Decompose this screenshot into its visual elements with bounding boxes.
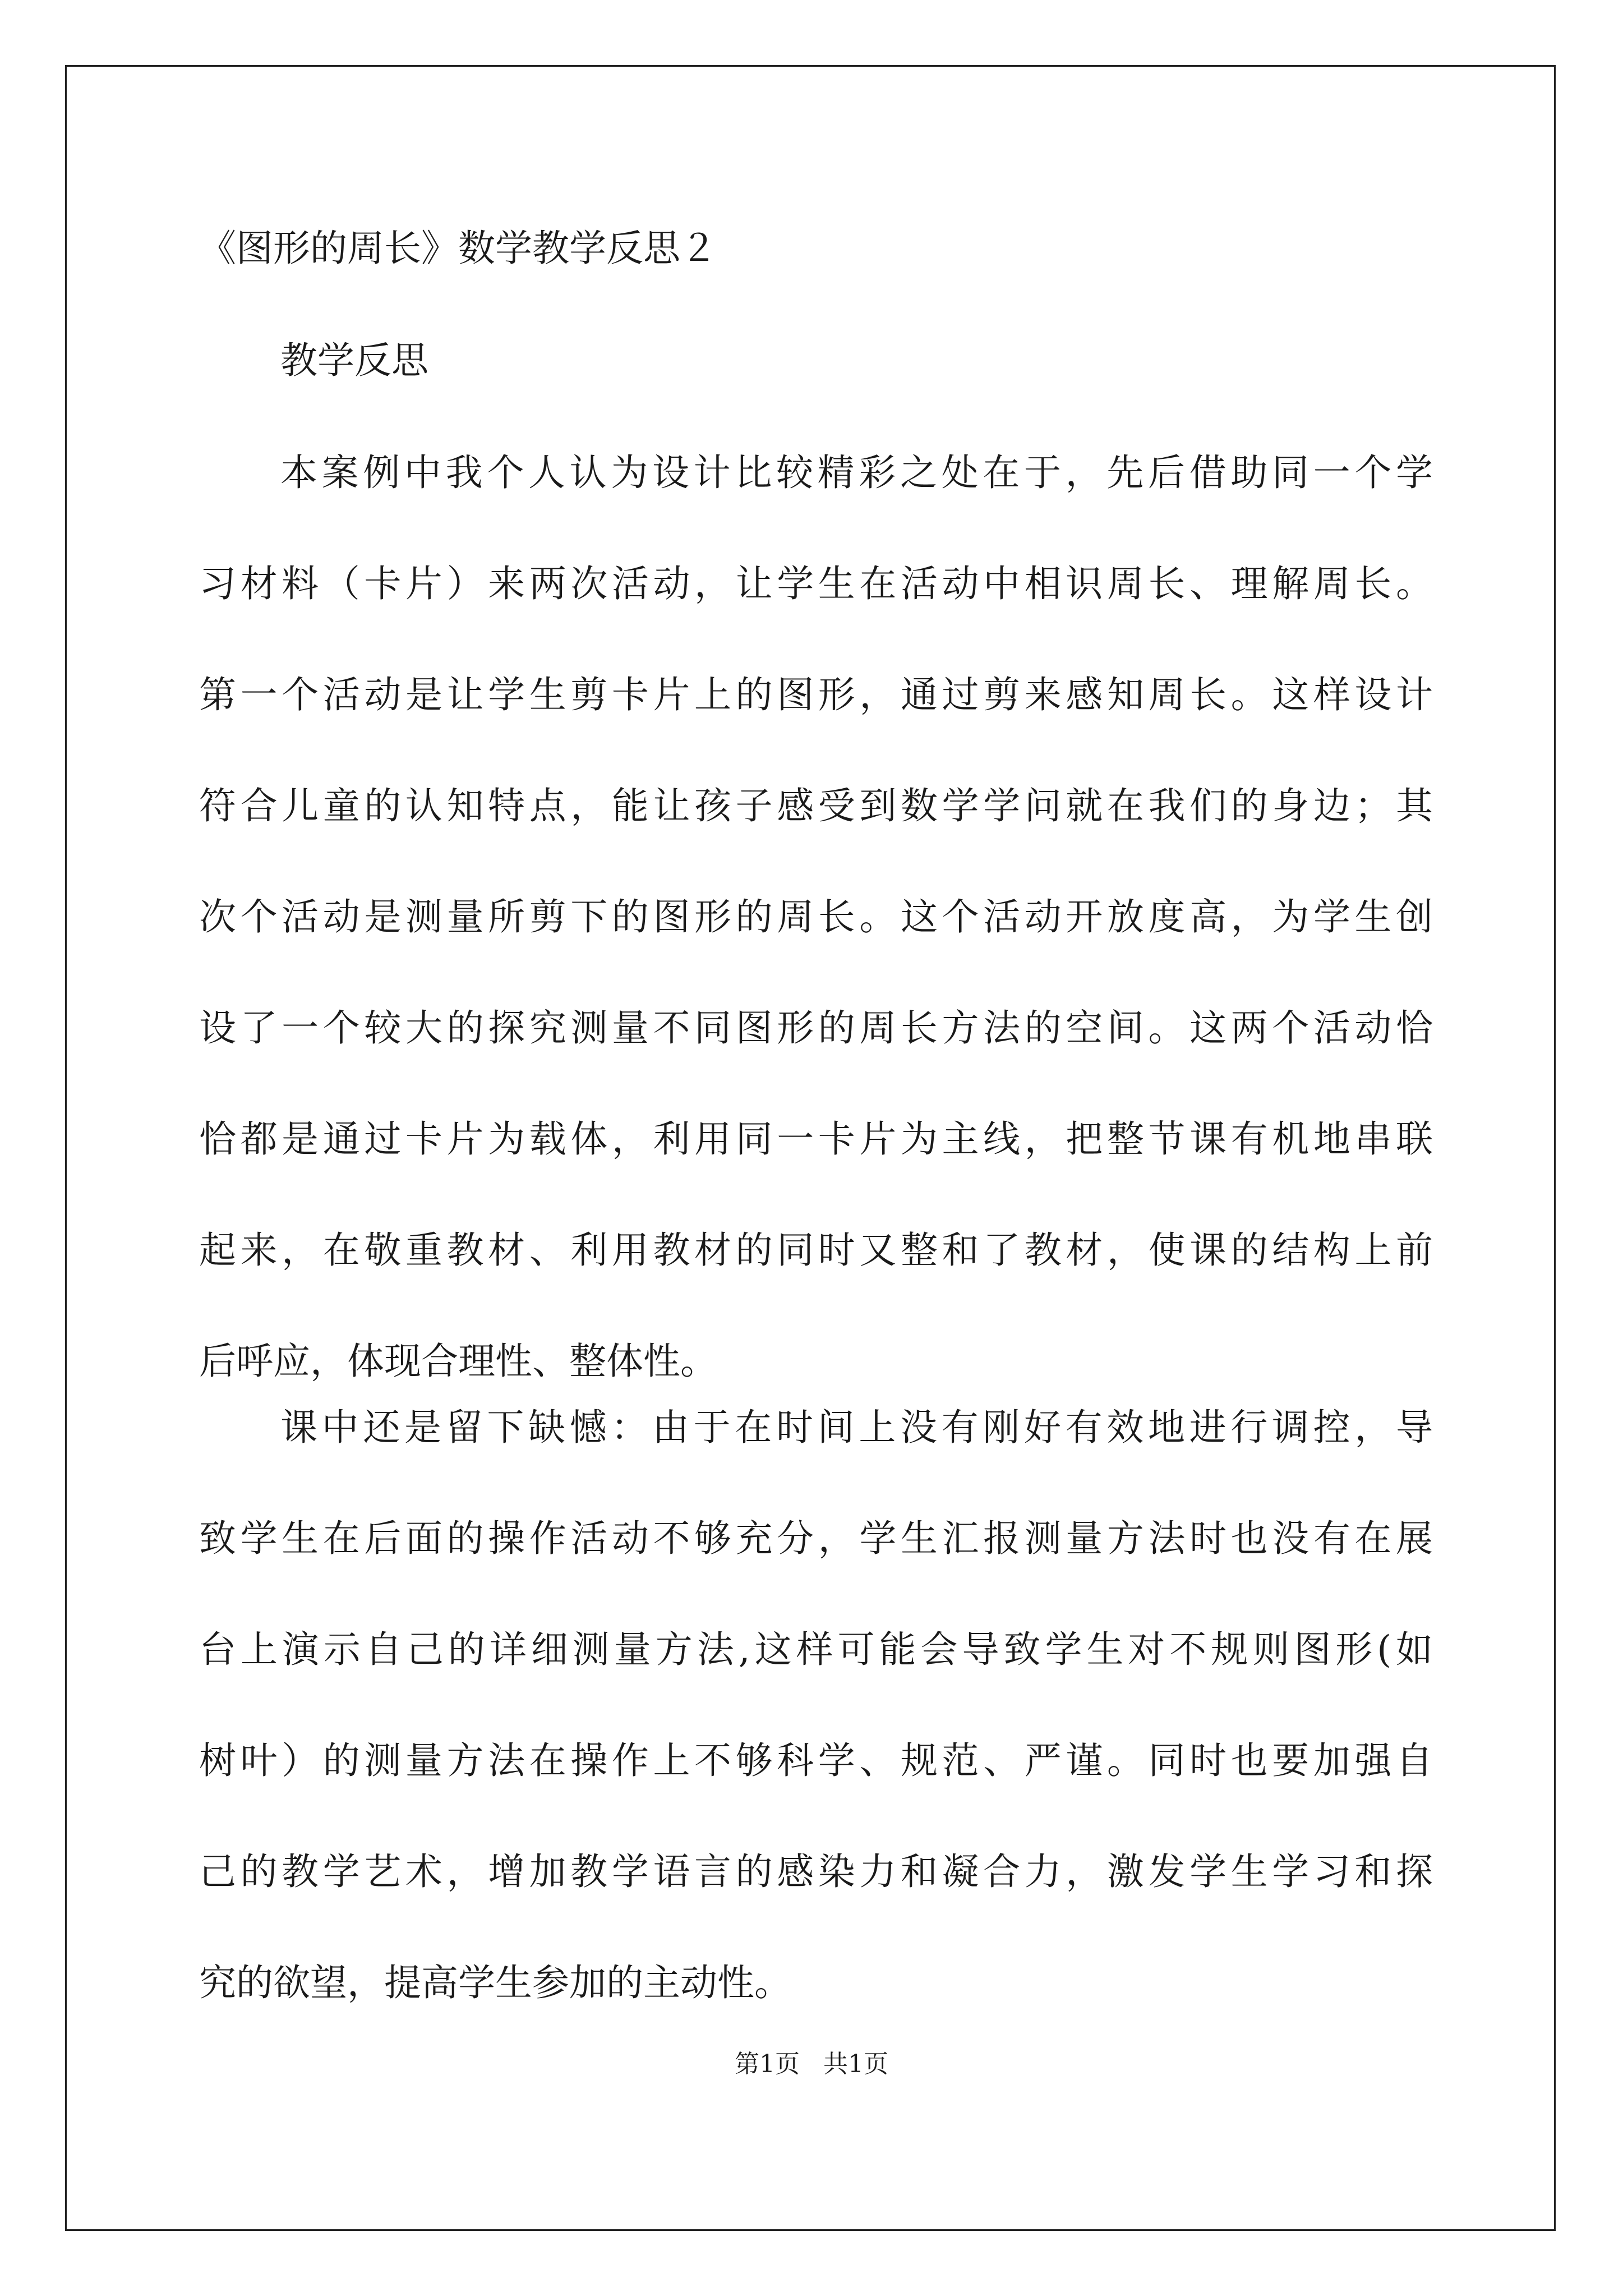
section-heading: 教学反思 (280, 339, 428, 382)
paragraph-line: 台上演示自己的详细测量方法,这样可能会导致学生对不规则图形(如 (199, 1628, 1433, 1671)
paragraph-line: 究的欲望，提高学生参加的主动性。 (199, 1961, 791, 2004)
paragraph-line: 本案例中我个人认为设计比较精彩之处在于，先后借助同一个学 (280, 451, 1433, 494)
paragraph-line: 己的教学艺术，增加教学语言的感染力和凝合力，激发学生学习和探 (199, 1850, 1433, 1893)
paragraph-2 (199, 1402, 1433, 2069)
page-number-footer: 第1页 共1页 (735, 2050, 888, 2078)
paragraph-line: 第一个活动是让学生剪卡片上的图形，通过剪来感知周长。这样设计 (199, 673, 1433, 716)
document-title: 《图形的周长》数学教学反思２ (199, 227, 717, 270)
paragraph-line: 后呼应，体现合理性、整体性。 (199, 1340, 717, 1383)
paragraph-line: 设了一个较大的探究测量不同图形的周长方法的空间。这两个活动恰 (199, 1006, 1433, 1050)
paragraph-line: 致学生在后面的操作活动不够充分，学生汇报测量方法时也没有在展 (199, 1517, 1433, 1560)
paragraph-1 (199, 448, 1433, 1447)
paragraph-line: 次个活动是测量所剪下的图形的周长。这个活动开放度高，为学生创 (199, 895, 1433, 938)
paragraph-line: 起来，在敬重教材、利用教材的同时又整和了教材，使课的结构上前 (199, 1228, 1433, 1272)
paragraph-line: 习材料（卡片）来两次活动，让学生在活动中相识周长、理解周长。 (199, 562, 1433, 605)
paragraph-line: 课中还是留下缺憾：由于在时间上没有刚好有效地进行调控，导 (280, 1406, 1433, 1449)
paragraph-line: 恰都是通过卡片为载体，利用同一卡片为主线，把整节课有机地串联 (199, 1117, 1433, 1161)
paragraph-line: 符合儿童的认知特点，能让孩子感受到数学学问就在我们的身边；其 (199, 784, 1433, 827)
paragraph-line: 树叶）的测量方法在操作上不够科学、规范、严谨。同时也要加强自 (199, 1739, 1433, 1782)
